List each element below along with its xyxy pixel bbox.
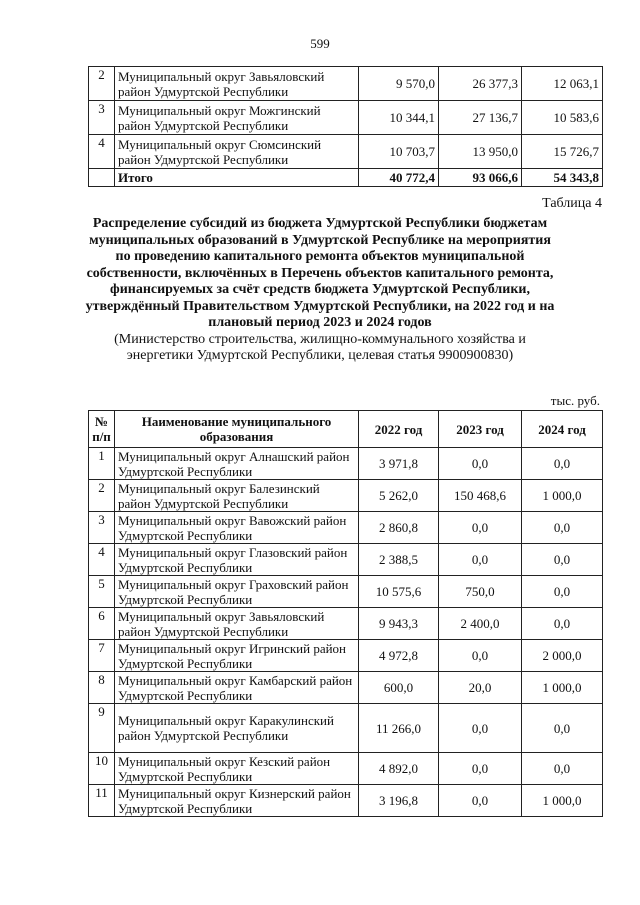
value-cell: 26 377,3 — [439, 67, 522, 101]
value-2022: 3 971,8 — [359, 448, 439, 480]
value-2023: 0,0 — [439, 448, 522, 480]
value-2023: 0,0 — [439, 785, 522, 817]
value-2023: 0,0 — [439, 753, 522, 785]
value-2024: 0,0 — [522, 544, 603, 576]
header-num: № п/п — [89, 411, 115, 448]
value-cell: 9 570,0 — [359, 67, 439, 101]
value-2023: 0,0 — [439, 544, 522, 576]
value-2023: 2 400,0 — [439, 608, 522, 640]
value-2024: 0,0 — [522, 576, 603, 608]
value-2022: 4 972,8 — [359, 640, 439, 672]
header-2024: 2024 год — [522, 411, 603, 448]
value-2024: 0,0 — [522, 448, 603, 480]
value-2022: 3 196,8 — [359, 785, 439, 817]
table-row — [89, 480, 603, 512]
value-2023: 0,0 — [439, 640, 522, 672]
row-number: 5 — [89, 576, 115, 608]
total-value: 93 066,6 — [439, 169, 522, 187]
value-2022: 11 266,0 — [359, 704, 439, 753]
municipality-name: Муниципальный округ Граховский район Удмуртской Республики — [115, 576, 359, 608]
total-row — [89, 169, 603, 187]
municipality-name: Муниципальный округ Кезский район Удмуртской Республики — [115, 753, 359, 785]
value-cell: 10 703,7 — [359, 135, 439, 169]
row-number: 8 — [89, 672, 115, 704]
header-2022: 2022 год — [359, 411, 439, 448]
row-number: 7 — [89, 640, 115, 672]
value-2023: 0,0 — [439, 512, 522, 544]
subsidy-table — [88, 410, 603, 817]
header-row — [89, 411, 603, 448]
value-2022: 10 575,6 — [359, 576, 439, 608]
municipality-name: Муниципальный округ Вавожский район Удмуртской Республики — [115, 512, 359, 544]
value-2023: 750,0 — [439, 576, 522, 608]
table-label: Таблица 4 — [542, 196, 602, 211]
table-row — [89, 101, 603, 135]
row-number: 10 — [89, 753, 115, 785]
value-2022: 9 943,3 — [359, 608, 439, 640]
value-2024: 1 000,0 — [522, 785, 603, 817]
table-row — [89, 672, 603, 704]
municipality-name: Муниципальный округ Алнашский район Удмуртской Республики — [115, 448, 359, 480]
empty-cell — [89, 169, 115, 187]
total-value: 40 772,4 — [359, 169, 439, 187]
table-row — [89, 67, 603, 101]
value-2022: 2 860,8 — [359, 512, 439, 544]
table-row — [89, 608, 603, 640]
caption-subtitle: (Министерство строительства, жилищно-коммунального хозяйства и энергетики Удмуртской Республики, целевая статья 9900900830) — [114, 331, 526, 363]
table-row — [89, 448, 603, 480]
value-2024: 0,0 — [522, 704, 603, 753]
value-2023: 0,0 — [439, 704, 522, 753]
table-caption — [80, 216, 560, 365]
table-row — [89, 753, 603, 785]
value-2024: 2 000,0 — [522, 640, 603, 672]
table-row — [89, 512, 603, 544]
row-number: 2 — [89, 480, 115, 512]
value-cell: 10 344,1 — [359, 101, 439, 135]
header-name: Наименование муниципального образования — [115, 411, 359, 448]
total-label: Итого — [115, 169, 359, 187]
value-cell: 12 063,1 — [522, 67, 603, 101]
municipality-name: Муниципальный округ Сюмсинский район Удмуртской Республики — [115, 135, 359, 169]
municipality-name: Муниципальный округ Глазовский район Удмуртской Республики — [115, 544, 359, 576]
value-cell: 27 136,7 — [439, 101, 522, 135]
row-number: 4 — [89, 135, 115, 169]
table-row — [89, 640, 603, 672]
municipality-name: Муниципальный округ Каракулинский район Удмуртской Республики — [115, 704, 359, 753]
table-row — [89, 704, 603, 753]
table-row — [89, 576, 603, 608]
row-number: 3 — [89, 101, 115, 135]
table-row — [89, 135, 603, 169]
continued-table — [88, 66, 603, 187]
value-2022: 600,0 — [359, 672, 439, 704]
value-2023: 20,0 — [439, 672, 522, 704]
row-number: 1 — [89, 448, 115, 480]
total-value: 54 343,8 — [522, 169, 603, 187]
row-number: 9 — [89, 704, 115, 753]
value-2022: 5 262,0 — [359, 480, 439, 512]
value-2024: 1 000,0 — [522, 672, 603, 704]
row-number: 2 — [89, 67, 115, 101]
table-row — [89, 785, 603, 817]
value-cell: 15 726,7 — [522, 135, 603, 169]
caption-title: Распределение субсидий из бюджета Удмуртской Республики бюджетам муниципальных образований в Удмуртской Республике на мероприятия по проведению капитального ремонта объектов муниципальной собственности, включённых в Перечень объектов капитального ремонта, финансируемых за счёт средств бюджета Удмуртской Республики, утверждённый Правительством Удмуртской Республики, на 2022 год и на плановый период 2023 и 2024 годов — [85, 216, 555, 330]
row-number: 11 — [89, 785, 115, 817]
row-number: 4 — [89, 544, 115, 576]
value-2023: 150 468,6 — [439, 480, 522, 512]
header-2023: 2023 год — [439, 411, 522, 448]
value-2024: 0,0 — [522, 608, 603, 640]
municipality-name: Муниципальный округ Кизнерский район Удмуртской Республики — [115, 785, 359, 817]
page-number: 599 — [310, 36, 330, 51]
municipality-name: Муниципальный округ Можгинский район Удмуртской Республики — [115, 101, 359, 135]
municipality-name: Муниципальный округ Балезинский район Удмуртской Республики — [115, 480, 359, 512]
municipality-name: Муниципальный округ Завьяловский район Удмуртской Республики — [115, 67, 359, 101]
value-2024: 0,0 — [522, 512, 603, 544]
value-cell: 13 950,0 — [439, 135, 522, 169]
municipality-name: Муниципальный округ Камбарский район Удмуртской Республики — [115, 672, 359, 704]
municipality-name: Муниципальный округ Игринский район Удмуртской Республики — [115, 640, 359, 672]
value-2022: 4 892,0 — [359, 753, 439, 785]
value-2022: 2 388,5 — [359, 544, 439, 576]
units-label: тыс. руб. — [550, 393, 600, 408]
value-2024: 1 000,0 — [522, 480, 603, 512]
row-number: 6 — [89, 608, 115, 640]
value-cell: 10 583,6 — [522, 101, 603, 135]
value-2024: 0,0 — [522, 753, 603, 785]
table-row — [89, 544, 603, 576]
municipality-name: Муниципальный округ Завьяловский район Удмуртской Республики — [115, 608, 359, 640]
row-number: 3 — [89, 512, 115, 544]
